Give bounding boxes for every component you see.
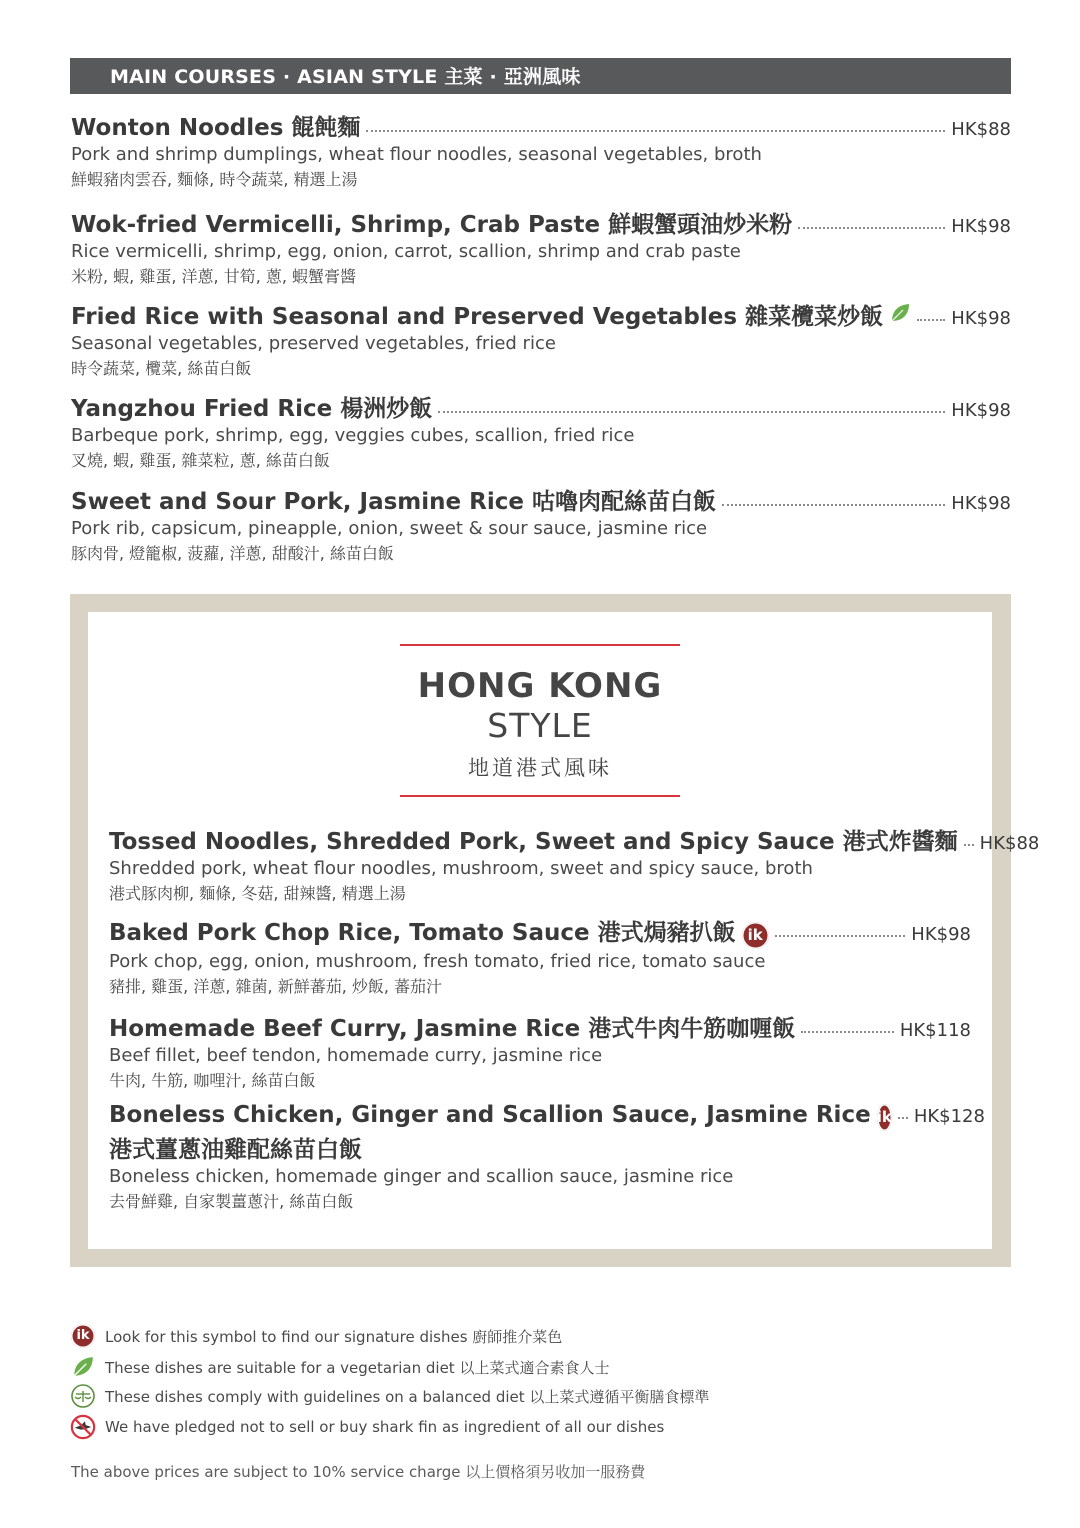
ik-signature-icon: ik — [742, 922, 769, 949]
dot-leader — [775, 935, 906, 937]
dot-leader — [798, 227, 945, 229]
dish-name-chinese: 港式薑蔥油雞配絲苗白飯 — [109, 1137, 362, 1163]
dish-description: Rice vermicelli, shrimp, egg, onion, carrot, scallion, shrimp and crab paste — [71, 241, 741, 262]
dish-description-chinese: 豚肉骨, 燈籠椒, 菠蘿, 洋蔥, 甜酸汁, 絲苗白飯 — [71, 544, 394, 563]
dot-leader — [722, 504, 945, 506]
menu-item — [71, 390, 1011, 471]
legend-row — [70, 1323, 562, 1349]
dish-price: HK$88 — [951, 119, 1011, 140]
dish-description: Boneless chicken, homemade ginger and scallion sauce, jasmine rice — [109, 1166, 734, 1187]
dish-description-chinese: 米粉, 蝦, 雞蛋, 洋蔥, 甘筍, 蔥, 蝦蟹膏醬 — [71, 267, 357, 286]
menu-item — [109, 914, 971, 997]
dish-description: Seasonal vegetables, preserved vegetables, fried rice — [71, 333, 556, 354]
legend-text: Look for this symbol to find our signature dishes 廚師推介菜色 — [105, 1327, 563, 1346]
dish-price: HK$98 — [951, 216, 1011, 237]
dish-price: HK$98 — [951, 308, 1011, 329]
dish-description-chinese: 牛肉, 牛筋, 咖哩汁, 絲苗白飯 — [109, 1071, 316, 1090]
service-charge-note: The above prices are subject to 10% service charge 以上價格須另收加一服務費 — [71, 1463, 646, 1481]
dish-description: Shredded pork, wheat flour noodles, mushroom, sweet and spicy sauce, broth — [109, 858, 813, 879]
dish-description-chinese: 去骨鮮雞, 自家製薑蔥汁, 絲苗白飯 — [109, 1192, 354, 1211]
ik-signature-icon: ik — [877, 1104, 892, 1131]
dish-name: Homemade Beef Curry, Jasmine Rice 港式牛肉牛筋咖喱飯 — [109, 1016, 796, 1042]
dish-price: HK$98 — [911, 924, 971, 945]
dish-description: Pork and shrimp dumplings, wheat flour noodles, seasonal vegetables, broth — [71, 144, 762, 165]
dot-leader — [917, 319, 945, 321]
dot-leader — [964, 844, 974, 846]
dish-price: HK$98 — [951, 400, 1011, 421]
ik-signature-icon: ik — [70, 1323, 96, 1349]
vegetarian-leaf-icon — [70, 1354, 96, 1380]
hk-section-subtitle: STYLE — [487, 706, 593, 745]
title-rule-bottom — [400, 795, 680, 797]
legend-text: These dishes comply with guidelines on a balanced diet 以上菜式遵循平衡膳食標準 — [105, 1387, 710, 1406]
dish-price: HK$88 — [979, 833, 1040, 854]
menu-item — [109, 1102, 985, 1212]
dish-name: Fried Rice with Seasonal and Preserved Vegetables 雜菜欖菜炒飯 — [71, 304, 884, 330]
dish-name: Sweet and Sour Pork, Jasmine Rice 咕嚕肉配絲苗白飯 — [71, 489, 716, 515]
dish-price: HK$128 — [913, 1106, 985, 1127]
vegetarian-leaf-icon — [889, 302, 911, 328]
dish-description-chinese: 豬排, 雞蛋, 洋蔥, 雜菌, 新鮮蕃茄, 炒飯, 蕃茄汁 — [109, 977, 443, 996]
dot-leader — [438, 411, 945, 413]
legend-row — [70, 1414, 664, 1440]
dish-price: HK$118 — [899, 1020, 971, 1041]
menu-item — [109, 823, 1040, 904]
dish-name: Baked Pork Chop Rice, Tomato Sauce 港式焗豬扒飯 — [109, 920, 736, 946]
section-header-bar — [70, 58, 1011, 94]
dot-leader — [366, 130, 945, 132]
dish-description-chinese: 鮮蝦豬肉雲吞, 麵條, 時令蔬菜, 精選上湯 — [71, 170, 358, 189]
menu-item — [71, 298, 1011, 379]
section-header-title: MAIN COURSES · ASIAN STYLE 主菜 · 亞洲風味 — [110, 66, 581, 88]
menu-item — [71, 109, 1011, 190]
dish-name: Wonton Noodles 餛飩麵 — [71, 115, 361, 141]
hk-section-title: HONG KONG — [417, 666, 663, 706]
legend-row — [70, 1354, 609, 1380]
dish-name: Tossed Noodles, Shredded Pork, Sweet and Spicy Sauce 港式炸醬麵 — [109, 829, 958, 855]
legend-text: We have pledged not to sell or buy shark fin as ingredient of all our dishes — [105, 1418, 665, 1436]
dish-description-chinese: 港式豚肉柳, 麵條, 冬菇, 甜辣醬, 精選上湯 — [109, 884, 406, 903]
menu-item — [71, 206, 1011, 287]
legend-text: These dishes are suitable for a vegetarian diet 以上菜式適合素食人士 — [105, 1358, 610, 1377]
dish-description: Barbeque pork, shrimp, egg, veggies cubes, scallion, fried rice — [71, 425, 635, 446]
dot-leader — [801, 1031, 894, 1033]
dish-description: Beef fillet, beef tendon, homemade curry, jasmine rice — [109, 1045, 603, 1066]
dot-leader — [898, 1117, 908, 1119]
menu-item — [71, 483, 1011, 564]
hk-section-title-chinese: 地道港式風味 — [468, 756, 612, 780]
balanced-diet-scale-icon — [70, 1383, 96, 1409]
legend-row — [70, 1383, 709, 1409]
dish-name: Wok-fried Vermicelli, Shrimp, Crab Paste 鮮蝦蟹頭油炒米粉 — [71, 212, 793, 238]
dish-description: Pork rib, capsicum, pineapple, onion, sweet & sour sauce, jasmine rice — [71, 518, 708, 539]
dish-description-chinese: 時令蔬菜, 欖菜, 絲苗白飯 — [71, 359, 252, 378]
dish-name: Boneless Chicken, Ginger and Scallion Sauce, Jasmine Rice — [109, 1102, 871, 1128]
menu-item — [109, 1010, 971, 1091]
dish-description-chinese: 叉燒, 蝦, 雞蛋, 雜菜粒, 蔥, 絲苗白飯 — [71, 451, 330, 470]
dish-description: Pork chop, egg, onion, mushroom, fresh tomato, fried rice, tomato sauce — [109, 951, 766, 972]
title-rule-top — [400, 644, 680, 646]
dish-price: HK$98 — [951, 493, 1011, 514]
no-shark-fin-icon — [70, 1414, 96, 1440]
dish-name: Yangzhou Fried Rice 楊洲炒飯 — [71, 396, 433, 422]
